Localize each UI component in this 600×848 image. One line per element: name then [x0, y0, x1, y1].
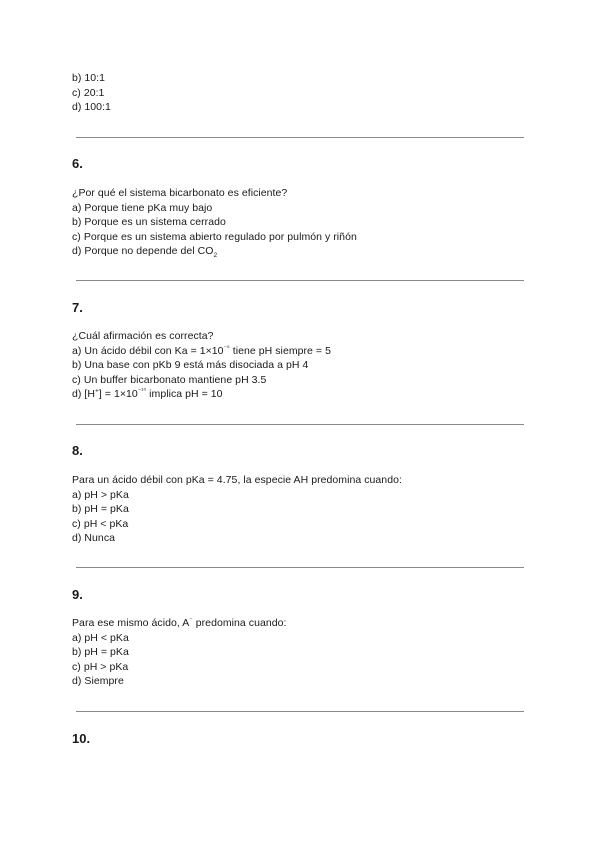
q6-option-d-text: d) Porque no depende del CO: [72, 245, 214, 258]
q5-option-c: c) 20:1: [72, 86, 105, 99]
q9-body: [72, 616, 524, 689]
q9-option-a: a) pH < pKa: [72, 631, 129, 644]
divider: [76, 711, 524, 712]
q7-number: 7.: [72, 300, 83, 315]
q7-option-d: [72, 387, 524, 402]
q6-question: ¿Por qué el sistema bicarbonato es eficiente?: [72, 187, 288, 199]
q6-body: [72, 186, 524, 259]
q7-option-d-text: d) [H: [72, 388, 96, 401]
q8-option-b: b) pH = pKa: [72, 503, 129, 516]
q7-question: ¿Cuál afirmación es correcta?: [72, 330, 214, 342]
divider: [76, 280, 524, 281]
q8-option-d: d) Nunca: [72, 532, 116, 545]
q7-option-a: [72, 344, 524, 359]
q8-body: [72, 473, 524, 546]
q6-option-b: b) Porque es un sistema cerrado: [72, 216, 226, 229]
q7-option-a-text: a) Un ácido débil con Ka = 1×10: [72, 344, 224, 357]
q8-number: 8.: [72, 443, 83, 458]
q5-option-d: d) 100:1: [72, 101, 111, 114]
divider: [76, 424, 524, 425]
q9-question: [72, 616, 524, 631]
q7-option-a-superscript: ⁻⁵: [223, 344, 230, 352]
q9-option-d: d) Siempre: [72, 675, 124, 688]
q7-body: [72, 329, 524, 402]
q9-question-text: Para ese mismo ácido, A: [72, 617, 190, 629]
q8-option-a: a) pH > pKa: [72, 488, 129, 501]
q9-number: 9.: [72, 587, 83, 602]
q7-option-d-superscript-1: +: [95, 387, 99, 395]
divider: [76, 137, 524, 138]
q6-option-d: [72, 244, 524, 259]
q10-number: 10.: [72, 731, 91, 746]
q6-option-d-subscript: 2: [213, 252, 218, 260]
q8-question: Para un ácido débil con pKa = 4.75, la especie AH predomina cuando:: [72, 474, 402, 486]
q5-options: [72, 71, 524, 115]
q8-option-c: c) pH < pKa: [72, 517, 129, 530]
q5-option-b: b) 10:1: [72, 72, 106, 84]
q9-option-b: b) pH = pKa: [72, 646, 129, 659]
q7-option-d-superscript-2: ⁻¹⁰: [137, 387, 147, 395]
q6-option-c: c) Porque es un sistema abierto regulado por pulmón y riñón: [72, 230, 357, 243]
q6-number: 6.: [72, 156, 83, 171]
divider: [76, 567, 524, 568]
q7-option-d-mid: ] = 1×10: [98, 388, 138, 401]
q9-question-suffix: predomina cuando:: [192, 617, 287, 629]
q6-option-a: a) Porque tiene pKa muy bajo: [72, 201, 213, 214]
q9-option-c: c) pH > pKa: [72, 660, 129, 673]
q7-option-d-suffix: implica pH = 10: [146, 388, 223, 401]
q7-option-a-suffix: tiene pH siempre = 5: [229, 344, 331, 357]
q7-option-b: b) Una base con pKb 9 está más disociada a pH 4: [72, 359, 309, 372]
q9-question-superscript: ⁻: [189, 616, 193, 624]
q7-option-c: c) Un buffer bicarbonato mantiene pH 3.5: [72, 373, 267, 386]
